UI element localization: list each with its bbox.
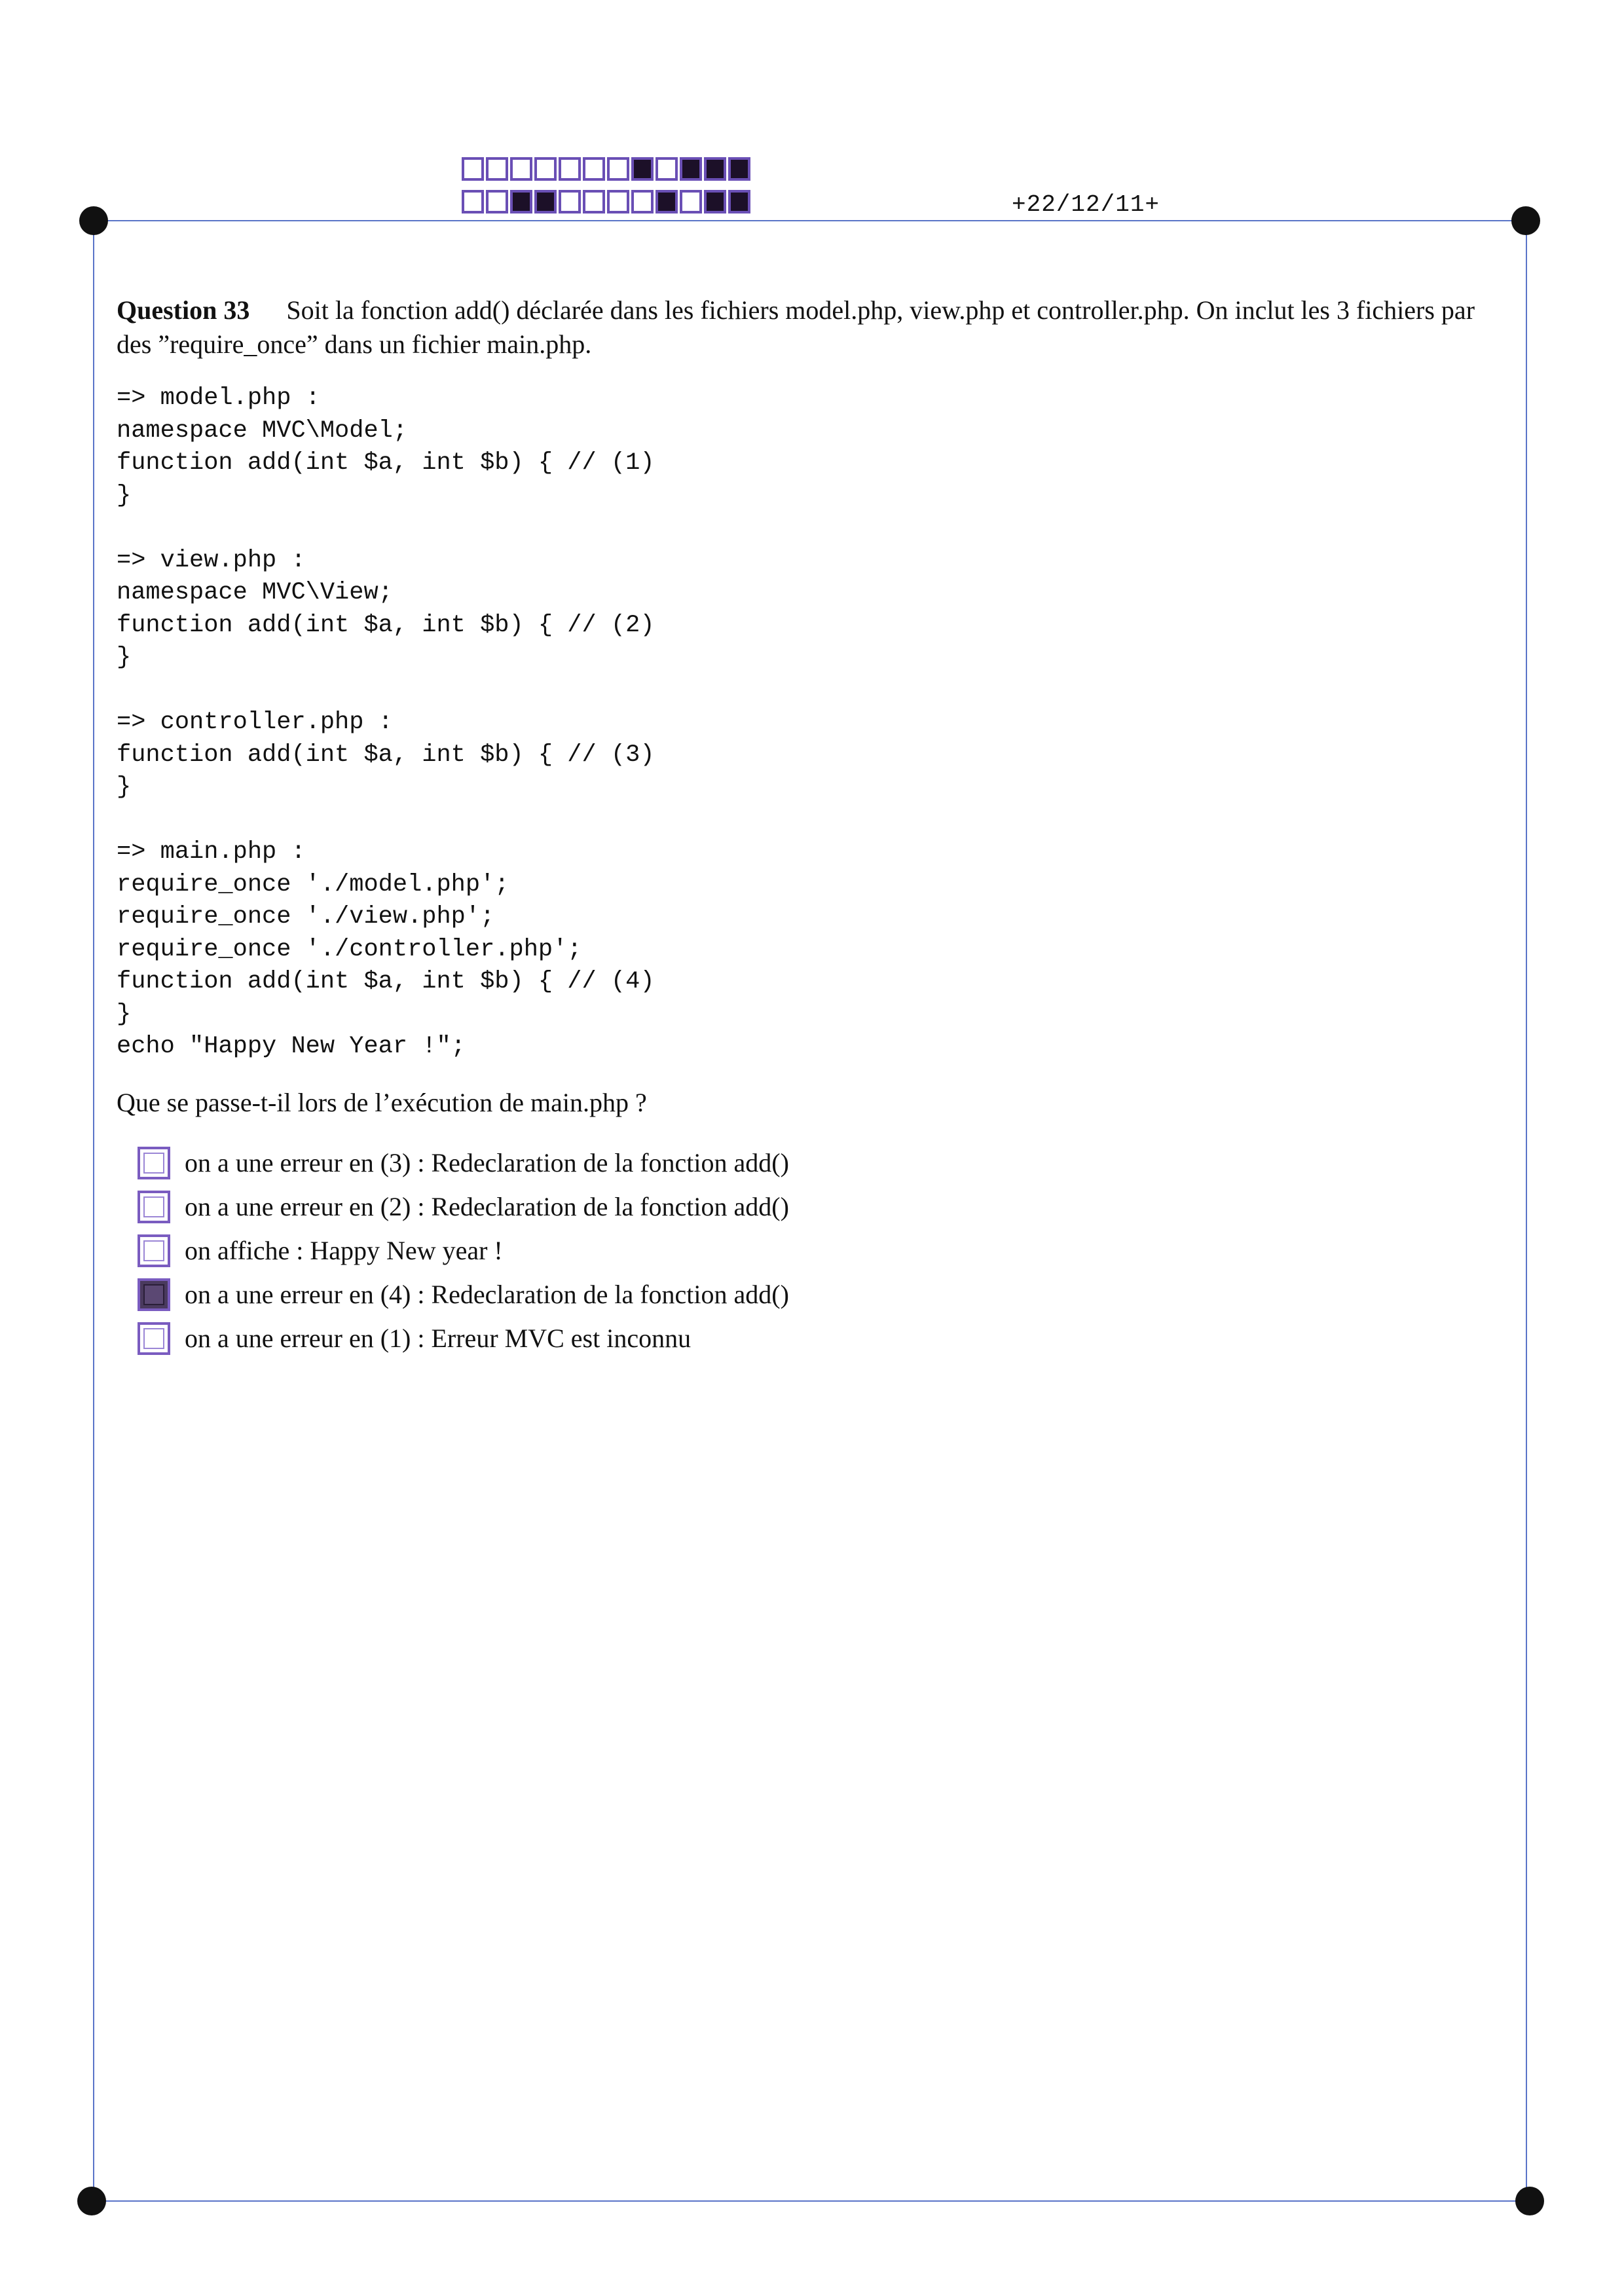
question-prompt: Que se passe-t-il lors de l’exécution de main.php ?	[117, 1088, 647, 1117]
barcode-row-top	[462, 157, 752, 181]
barcode-cell	[534, 157, 557, 181]
frame-top-line	[94, 220, 1528, 221]
barcode-cell	[559, 190, 581, 213]
code-listing	[117, 382, 655, 1064]
code-line: => main.php :	[117, 838, 306, 866]
corner-mark-top-right	[1511, 206, 1540, 235]
code-line: => controller.php :	[117, 709, 393, 736]
code-line: function add(int $a, int $b) { // (2)	[117, 611, 655, 639]
barcode-cell	[534, 190, 557, 213]
answer-option[interactable]	[138, 1185, 789, 1229]
barcode-cell	[704, 157, 726, 181]
barcode-cell	[680, 190, 702, 213]
page-id: +22/12/11+	[1012, 191, 1160, 218]
barcode-cell	[462, 190, 484, 213]
code-line: }	[117, 1000, 132, 1028]
barcode-cell	[607, 157, 629, 181]
question-statement	[117, 293, 1505, 361]
frame-left-line	[93, 221, 94, 2200]
barcode-cell	[486, 190, 508, 213]
code-line	[117, 512, 655, 545]
answer-checkbox-checked[interactable]	[138, 1278, 170, 1311]
answer-checkbox[interactable]	[138, 1147, 170, 1179]
answer-option[interactable]	[138, 1316, 789, 1360]
code-line: }	[117, 481, 132, 509]
code-line: }	[117, 644, 132, 671]
barcode-cell	[583, 157, 605, 181]
answer-text: on a une erreur en (4) : Redeclaration de la fonction add()	[185, 1279, 789, 1309]
barcode-cell	[510, 190, 532, 213]
code-line: function add(int $a, int $b) { // (3)	[117, 741, 655, 769]
answer-checkbox[interactable]	[138, 1191, 170, 1223]
corner-mark-top-left	[79, 206, 108, 235]
barcode-row-bottom	[462, 190, 752, 213]
corner-mark-bottom-left	[77, 2187, 106, 2215]
barcode-cell	[486, 157, 508, 181]
answer-checkbox[interactable]	[138, 1322, 170, 1355]
code-line: => view.php :	[117, 546, 306, 574]
code-line: }	[117, 773, 132, 801]
code-line: namespace MVC\View;	[117, 579, 393, 606]
code-line	[117, 675, 655, 707]
answer-list	[138, 1141, 789, 1360]
answer-text: on a une erreur en (1) : Erreur MVC est inconnu	[185, 1323, 692, 1353]
corner-mark-bottom-right	[1515, 2187, 1544, 2215]
barcode-cell	[680, 157, 702, 181]
code-line: require_once './model.php';	[117, 870, 509, 898]
answer-text: on a une erreur en (2) : Redeclaration de la fonction add()	[185, 1191, 789, 1221]
frame-right-line	[1526, 221, 1527, 2200]
barcode-cell	[704, 190, 726, 213]
barcode-cell	[559, 157, 581, 181]
code-line: => model.php :	[117, 384, 320, 412]
answer-option[interactable]	[138, 1229, 789, 1272]
code-line: require_once './view.php';	[117, 903, 495, 931]
code-line: require_once './controller.php';	[117, 935, 582, 963]
code-line: function add(int $a, int $b) { // (1)	[117, 449, 655, 477]
barcode-cell	[510, 157, 532, 181]
frame-bottom-line	[92, 2200, 1530, 2202]
barcode-cell	[728, 157, 750, 181]
barcode-cell	[583, 190, 605, 213]
barcode-cell	[728, 190, 750, 213]
code-line	[117, 804, 655, 837]
answer-text: on affiche : Happy New year !	[185, 1235, 503, 1265]
barcode-cell	[631, 157, 654, 181]
code-line: echo "Happy New Year !";	[117, 1033, 466, 1060]
code-line: namespace MVC\Model;	[117, 417, 408, 445]
answer-option[interactable]	[138, 1141, 789, 1185]
question-label: Question 33	[117, 295, 250, 325]
answer-text: on a une erreur en (3) : Redeclaration de la fonction add()	[185, 1147, 789, 1177]
barcode-cell	[655, 157, 678, 181]
code-line: function add(int $a, int $b) { // (4)	[117, 968, 655, 995]
barcode-cell	[655, 190, 678, 213]
barcode-cell	[607, 190, 629, 213]
answer-checkbox[interactable]	[138, 1234, 170, 1267]
barcode-cell	[462, 157, 484, 181]
answer-option[interactable]	[138, 1272, 789, 1316]
barcode-cell	[631, 190, 654, 213]
question-text: Soit la fonction add() déclarée dans les fichiers model.php, view.php et controller.php. On inclut les 3 fichiers par des ”require_once” dans un fichier main.php.	[117, 295, 1475, 359]
